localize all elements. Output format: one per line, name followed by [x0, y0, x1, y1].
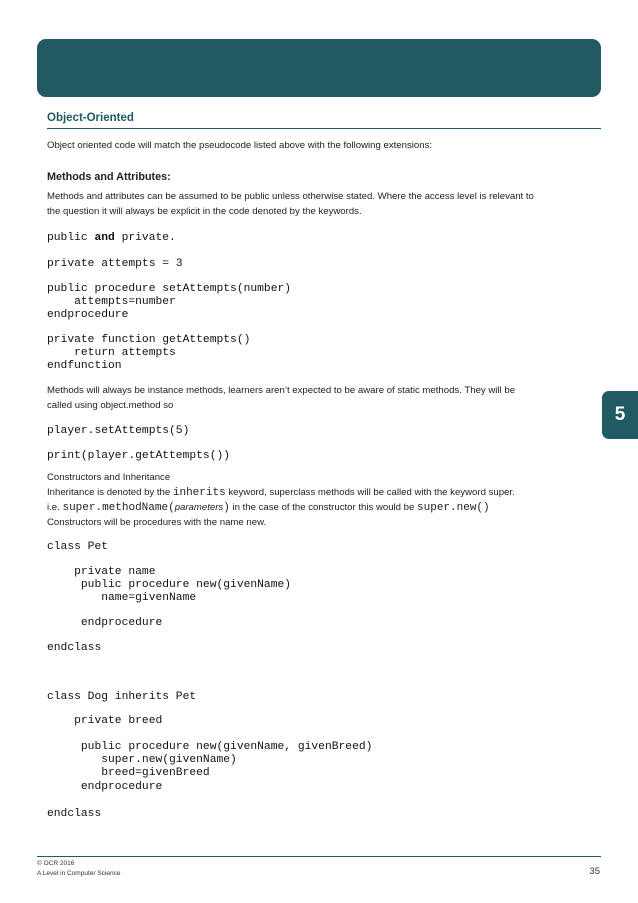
instance-para-line: called using object.method so [47, 400, 174, 411]
code-class-pet: class Pet [47, 541, 109, 553]
code-get-attempts: private function getAttempts() return attempts endfunction [47, 334, 251, 373]
code-call-get: print(player.getAttempts()) [47, 450, 231, 462]
kw-public: public [47, 232, 95, 244]
code-dog-body: public procedure new(givenName, givenBreed) super.new(givenName) breed=givenBreed endprocedure [80, 741, 373, 793]
section-title: Object-Oriented [47, 112, 134, 124]
code-attempts: private attempts = 3 [47, 258, 183, 270]
code-dog-field: private breed [47, 715, 163, 727]
kw-and: and [94, 232, 115, 244]
code-pet-endclass: endclass [47, 642, 102, 654]
inherit-line: Inheritance is denoted by the inherits keyword, superclass methods will be called with the keyword super. [47, 487, 515, 499]
code-pet-endprocedure: endprocedure [47, 617, 163, 629]
parameters-text: parameters [174, 502, 224, 513]
instance-para-line: Methods will always be instance methods, learners aren’t expected to be aware of static methods. They will be [47, 385, 516, 396]
footer-divider [37, 856, 601, 857]
kw-private: private. [114, 232, 176, 244]
chapter-tab: 5 [602, 391, 638, 439]
inherits-keyword: inherits [172, 487, 226, 499]
title-divider [47, 128, 601, 129]
footer-course: A Level in Computer Science [37, 870, 121, 877]
keywords-line [47, 232, 176, 245]
code-set-attempts: public procedure setAttempts(number) attempts=number endprocedure [47, 283, 292, 322]
page-number: 35 [589, 866, 600, 877]
code-pet-body: private name public procedure new(givenName) name=givenName [74, 566, 292, 605]
super-method-code: super.methodName( [62, 502, 175, 514]
code-call-set: player.setAttempts(5) [47, 425, 190, 437]
super-new-code: super.new() [417, 502, 490, 514]
methods-heading: Methods and Attributes: [47, 171, 171, 183]
code-class-dog: class Dog inherits Pet [47, 691, 197, 703]
inherit-heading: Constructors and Inheritance [47, 472, 171, 483]
footer-copyright: © OCR 2016 [37, 860, 75, 867]
header-banner [37, 39, 601, 97]
methods-para-line: the question it will always be explicit in the code denoted by the keywords. [47, 206, 362, 217]
constructor-line: Constructors will be procedures with the name new. [47, 517, 267, 528]
methods-para-line: Methods and attributes can be assumed to be public unless otherwise stated. Where the access level is relevant to [47, 191, 534, 202]
inherit-example-line: i.e. super.methodName(parameters) in the case of the constructor this would be super.new() [47, 502, 490, 514]
code-dog-endclass: endclass [47, 808, 102, 820]
intro-text: Object oriented code will match the pseudocode listed above with the following extensions: [47, 140, 433, 151]
